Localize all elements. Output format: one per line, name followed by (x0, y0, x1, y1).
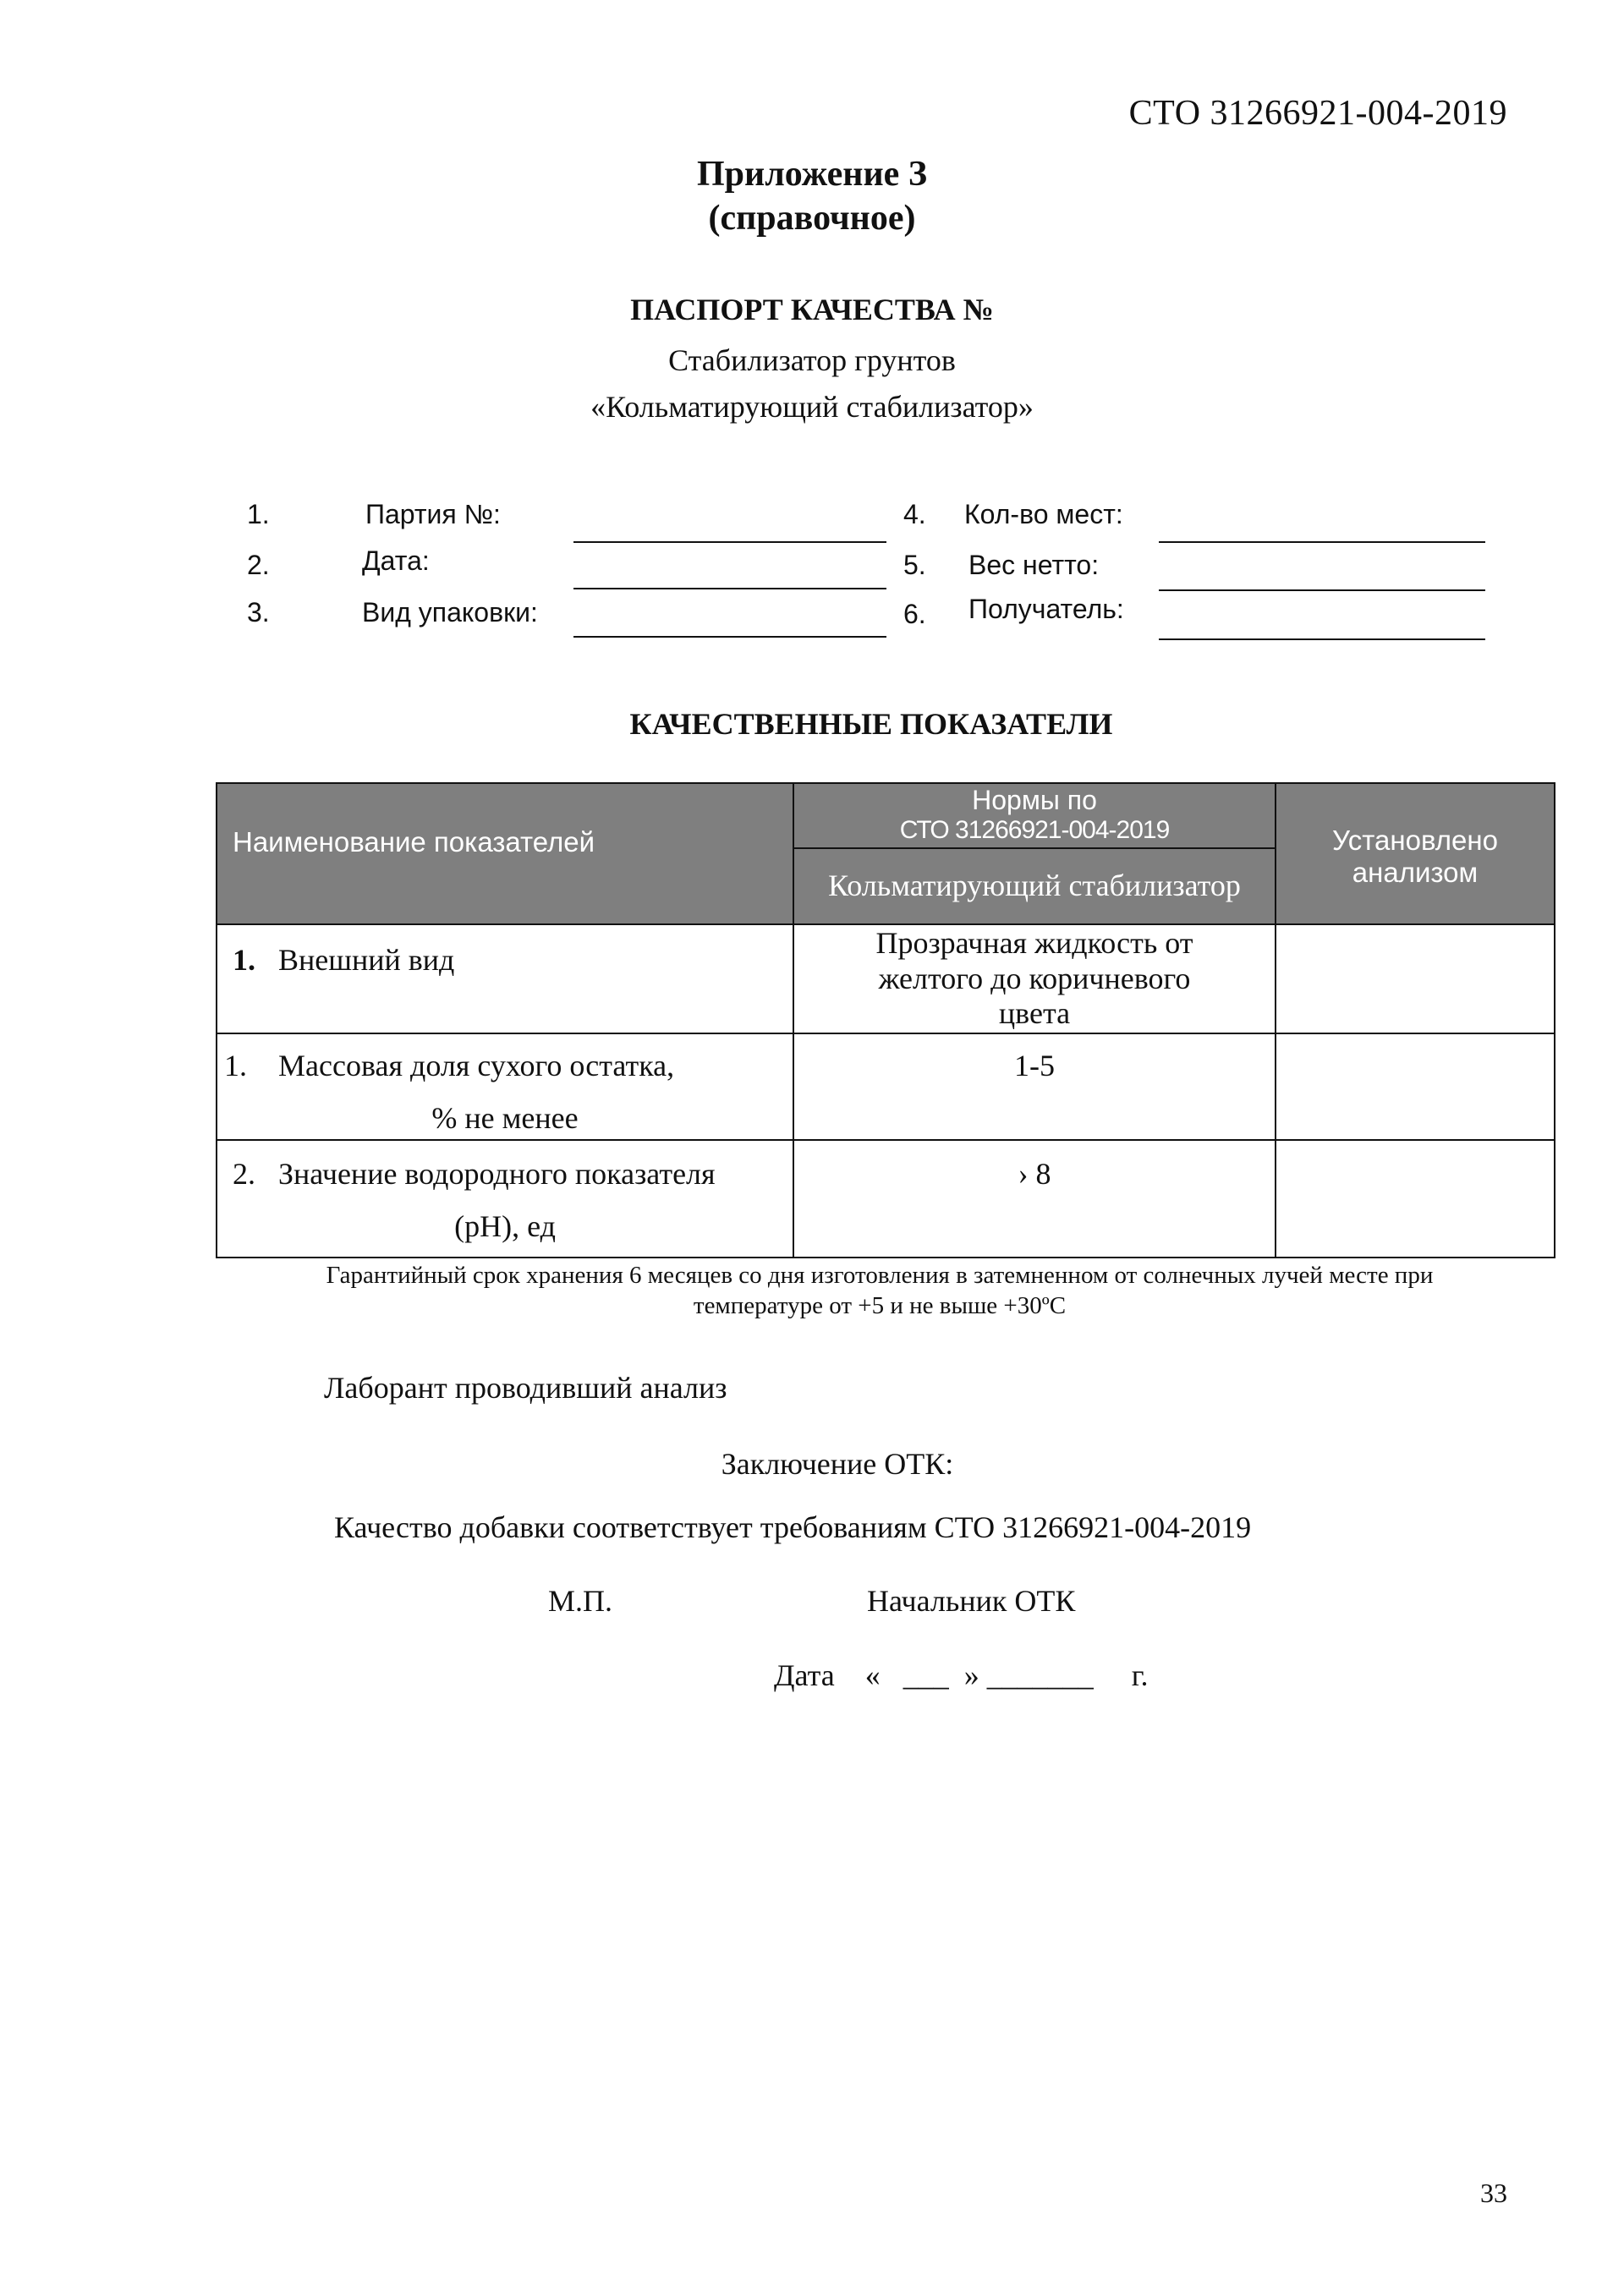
guarantee-note-line2: температуре от +5 и не выше +30ºС (693, 1292, 1067, 1319)
otk-conclusion-label: Заключение ОТК: (721, 1447, 954, 1481)
row-number: 2. (233, 1157, 255, 1191)
field-line-packaging[interactable] (573, 636, 886, 638)
field-line-batch[interactable] (573, 541, 886, 543)
row-norm-value: › 8 (1018, 1157, 1051, 1191)
table-header-product (793, 847, 1276, 925)
header-result-line1: Установлено (1332, 825, 1498, 856)
field-label-recipient: Получатель: (968, 594, 1124, 624)
row-norm-value: 1-5 (1014, 1049, 1055, 1082)
date-month-blank[interactable]: _______ (986, 1658, 1094, 1692)
row-number: 1. (224, 1049, 247, 1082)
field-label-date: Дата: (362, 545, 430, 576)
product-type: Стабилизатор грунтов (668, 343, 956, 377)
signature-date-row (774, 1658, 1148, 1693)
product-name: «Кольматирующий стабилизатор» (590, 390, 1034, 424)
table-header-result (1275, 782, 1555, 925)
row-norm-line1: Прозрачная жидкость от (875, 926, 1193, 960)
field-number: 3. (247, 597, 270, 627)
row-indicator-name-line2: (pH), ед (454, 1209, 556, 1243)
field-line-net-weight[interactable] (1159, 589, 1485, 591)
field-label-packaging: Вид упаковки: (362, 597, 538, 627)
row-indicator-name: Значение водородного показателя (278, 1157, 716, 1191)
field-number: 1. (247, 499, 270, 529)
appendix-subtitle: (справочное) (708, 199, 916, 238)
field-number: 4. (903, 499, 926, 529)
row-indicator-name: Массовая доля сухого остатка, (278, 1049, 675, 1082)
passport-title: ПАСПОРТ КАЧЕСТВА № (630, 293, 994, 326)
header-result-line2: анализом (1352, 857, 1479, 888)
row-norm-line2: желтого до коричневого (878, 962, 1191, 995)
date-open-quote: « (864, 1658, 881, 1692)
table-header-indicator (216, 782, 794, 925)
date-day-blank[interactable]: ___ (903, 1658, 949, 1692)
table-cell-norm (793, 1033, 1276, 1141)
guarantee-note-line1: Гарантийный срок хранения 6 месяцев со дня изготовления в затемненном от солнечных лучей месте при (326, 1262, 1434, 1289)
date-close-quote: » (963, 1658, 979, 1692)
field-label-batch: Партия №: (365, 499, 501, 529)
lab-assistant-label: Лаборант проводивший анализ (324, 1371, 727, 1405)
appendix-title: Приложение З (697, 155, 927, 194)
header-norms-line2: СТО 31266921-004-2019 (899, 816, 1170, 844)
row-indicator-name-line2: % не менее (431, 1101, 579, 1135)
table-row (216, 1139, 794, 1258)
appendix-heading (0, 152, 1624, 240)
row-norm-line3: цвета (998, 996, 1071, 1030)
otk-head-label: Начальник ОТК (867, 1584, 1076, 1618)
row-indicator-name: Внешний вид (278, 943, 455, 977)
table-cell-result[interactable] (1275, 1139, 1555, 1258)
field-label-places: Кол-во мест: (964, 499, 1123, 529)
table-cell-result[interactable] (1275, 1033, 1555, 1141)
row-number: 1. (233, 943, 255, 977)
header-indicator-label: Наименование показателей (233, 826, 595, 858)
field-label-net-weight: Вес нетто: (968, 550, 1100, 580)
header-product-label: Кольматирующий стабилизатор (828, 869, 1241, 902)
date-year-suffix: г. (1131, 1658, 1149, 1692)
field-line-date[interactable] (573, 588, 886, 589)
table-row (216, 1033, 794, 1141)
guarantee-note (203, 1260, 1556, 1321)
stamp-label: М.П. (548, 1584, 613, 1618)
table-cell-norm (793, 923, 1276, 1034)
quality-table (216, 782, 1555, 1258)
field-number: 2. (247, 550, 270, 580)
quality-heading: КАЧЕСТВЕННЫЕ ПОКАЗАТЕЛИ (629, 707, 1113, 741)
field-line-places[interactable] (1159, 541, 1485, 543)
table-cell-norm (793, 1139, 1276, 1258)
table-header-norms (793, 782, 1276, 849)
header-norms-line1: Нормы по (972, 785, 1097, 815)
document-code: СТО 31266921-004-2019 (1128, 94, 1507, 133)
table-cell-result[interactable] (1275, 923, 1555, 1034)
date-label: Дата (774, 1658, 835, 1692)
page-number: 33 (1480, 2178, 1507, 2208)
field-number: 6. (903, 599, 926, 629)
field-line-recipient[interactable] (1159, 638, 1485, 640)
field-number: 5. (903, 550, 926, 580)
quality-statement: Качество добавки соответствует требованиям СТО 31266921-004-2019 (334, 1510, 1252, 1544)
table-row (216, 923, 794, 1034)
